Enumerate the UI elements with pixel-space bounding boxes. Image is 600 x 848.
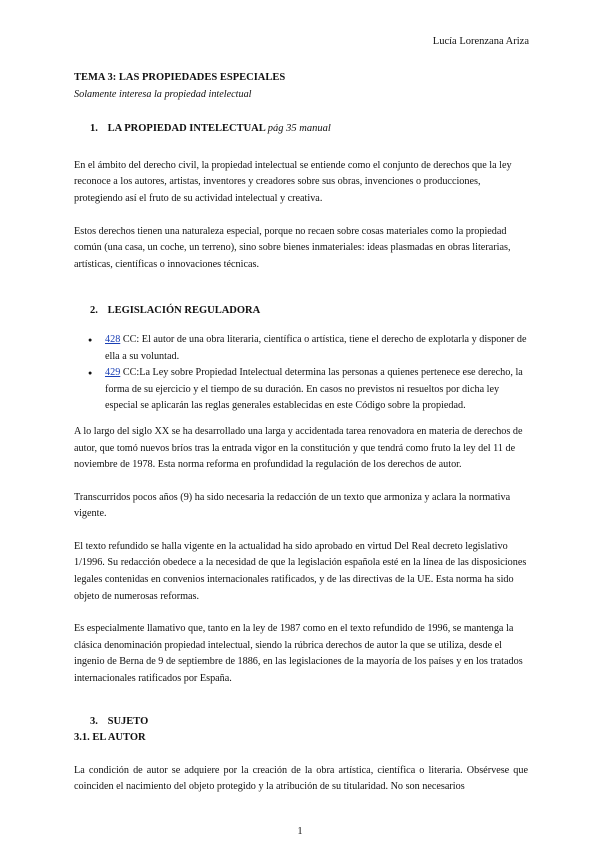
page-number: 1 <box>297 826 303 837</box>
paragraph-5: El texto refundido se halla vigente en la actualidad ha sido aprobado en virtud Del Real decreto legislativo 1/1996. Su redacción obedece a la necesidad de que la legislación española esté en la línea de las disposiciones legales contenidas en convenios internacionales ratificados, y de las directivas de la UE. Esta norma ha sido objeto de numerosas reformas. <box>74 540 527 602</box>
document-title: TEMA 3: LAS PROPIEDADES ESPECIALES <box>74 72 286 83</box>
page-content <box>74 70 528 796</box>
section-3-heading <box>74 714 528 731</box>
section-2-number: 2. <box>90 305 98 317</box>
section-2-heading <box>74 303 528 320</box>
paragraph-4: Transcurridos pocos años (9) ha sido necesaria la redacción de un texto que armoniza y aclara la normativa vigente. <box>74 491 511 520</box>
article-428-link[interactable]: 428 <box>105 333 121 345</box>
legislation-list <box>74 332 528 415</box>
section-1-heading <box>74 121 528 138</box>
section-2-title: LEGISLACIÓN REGULADORA <box>107 305 261 317</box>
paragraph-2: Estos derechos tienen una naturaleza especial, porque no recaen sobre cosas materiales como la propiedad común (una casa, un coche, un terreno), sino sobre bienes inmateriales: ideas plasmadas en obras literarias, artísticas, científicas o innovaciones técnicas. <box>74 225 511 270</box>
paragraph-1: En el ámbito del derecho civil, la propiedad intelectual se entiende como el conjunto de derechos que la ley reconoce a los autores, artistas, inventores y creadores sobre sus obras, invenciones o producciones, protegiendo así el fruto de su actividad intelectual y creativa. <box>74 159 512 204</box>
paragraph-6: Es especialmente llamativo que, tanto en la ley de 1987 como en el texto refundido de 1996, se mantenga la clásica denominación propiedad intelectual, siendo la rúbrica derechos de autor la que se utiliza, desde el ingenio de Berna de 9 de septiembre de 1886, en las legislaciones de la mayoría de los países y en los tratados internacionales ratificados por España. <box>74 623 523 685</box>
list-item <box>74 332 528 365</box>
author-name: Lucía Lorenzana Ariza <box>432 36 529 47</box>
list-item <box>74 365 528 415</box>
section-1-title: LA PROPIEDAD INTELECTUAL <box>107 123 266 135</box>
subsection-3-1-heading: 3.1. EL AUTOR <box>74 732 146 744</box>
article-429-link[interactable]: 429 <box>105 367 121 379</box>
list-item-text: CC: El autor de una obra literaria, científica o artística, tiene el derecho de explotarla y disponer de ella a su voluntad. <box>105 333 527 362</box>
section-3-title: SUJETO <box>107 715 149 727</box>
document-subtitle: Solamente interesa la propiedad intelectual <box>74 88 252 100</box>
list-item-text: CC:La Ley sobre Propiedad Intelectual determina las personas a quienes pertenece ese derecho, la forma de su ejercicio y el tiempo de su duración. En casos no previstos ni resueltos por dicha ley especial se aplicarán las reglas generales establecidas en este Código sobre la propiedad. <box>105 367 523 412</box>
section-3-number: 3. <box>90 715 98 727</box>
paragraph-7: La condición de autor se adquiere por la creación de la obra artística, científica o literaria. Obsérvese que coinciden el nacimiento del objeto protegido y la atribución de su titularidad. No son necesarios <box>74 764 528 793</box>
section-1-note: pág 35 manual <box>267 123 331 135</box>
paragraph-3: A lo largo del siglo XX se ha desarrollado una larga y accidentada tarea renovadora en materia de derechos de autor, que tomó nuevos bríos tras la entrada vigor en la constitución y que tendrá como fruto la ley del 11 de noviembre de 1978. Esta norma reforma en profundidad la regulación de los derechos de autor. <box>74 425 523 471</box>
section-1-number: 1. <box>90 123 98 135</box>
